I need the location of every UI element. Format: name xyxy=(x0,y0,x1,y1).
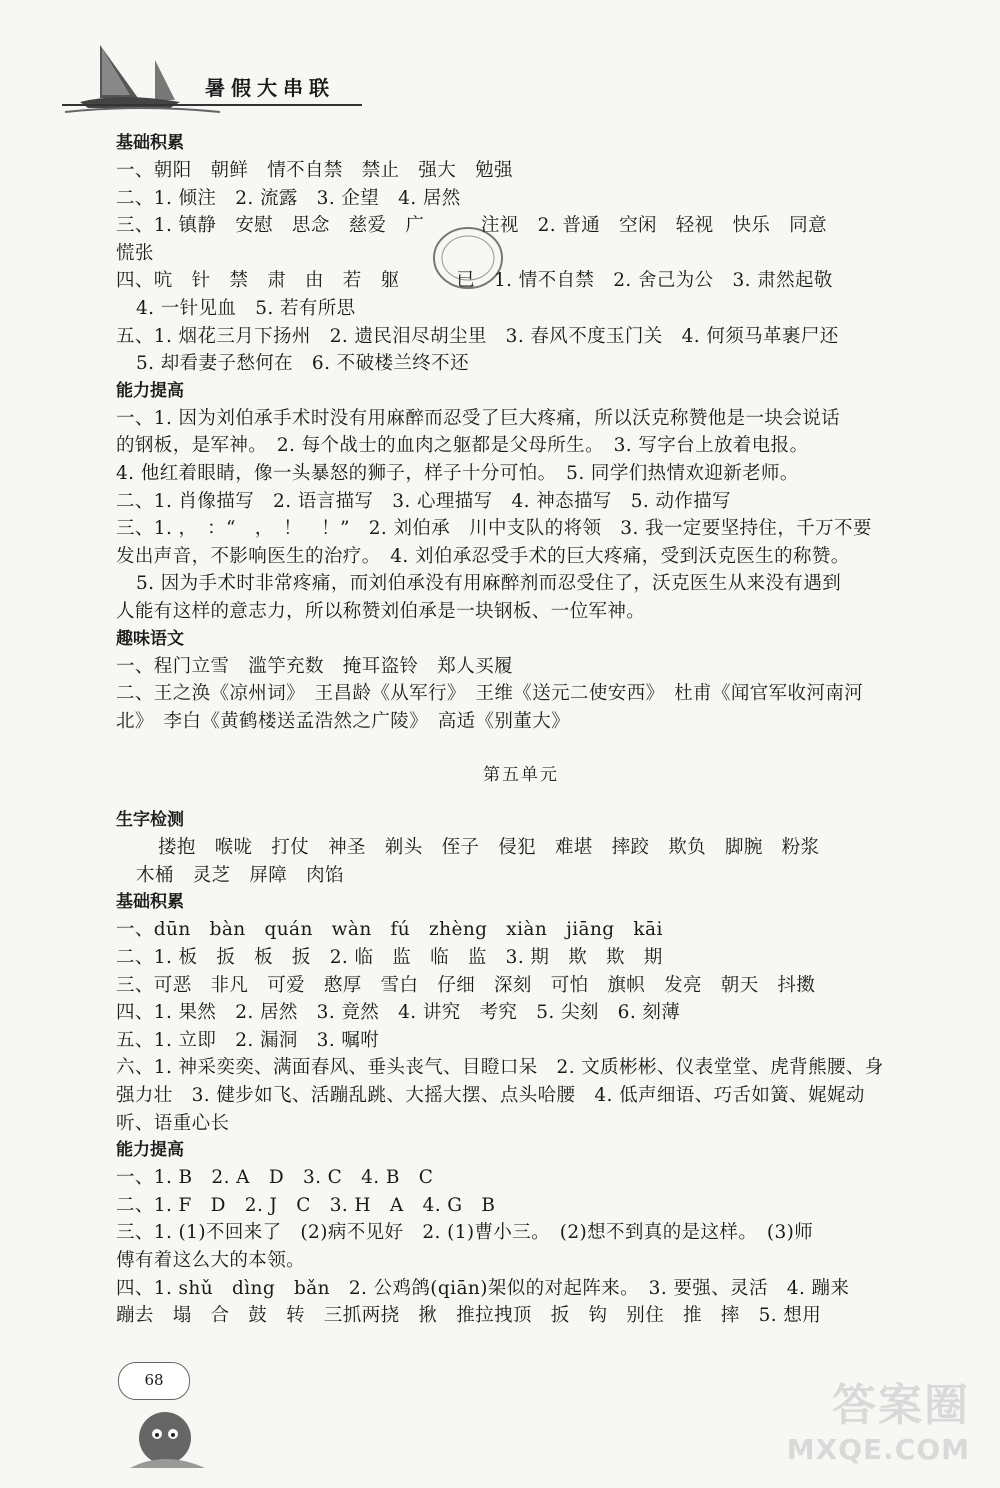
answer-line: 木桶 灵芝 屏障 肉馅 xyxy=(136,864,344,886)
answer-line: 一、程门立雪 滥竽充数 掩耳盗铃 郑人买履 xyxy=(116,655,513,677)
answer-line: 三、1. 镇静 安慰 思念 慈爱 广 注视 2. 普通 空闲 轻视 快乐 同意 xyxy=(116,215,827,237)
answer-line: 五、1. 烟花三月下扬州 2. 遗民泪尽胡尘里 3. 春风不度玉门关 4. 何须马革裹尸还 xyxy=(116,325,839,347)
watermark xyxy=(787,1369,970,1466)
section-heading: 趣味语文 xyxy=(116,628,184,649)
answer-line: 的钢板，是军神。 2. 每个战士的血肉之躯都是父母所生。 3. 写字台上放着电报。 xyxy=(116,435,809,457)
mascot-icon xyxy=(110,1390,220,1470)
section-heading: 基础积累 xyxy=(116,133,184,153)
answer-line: 慌张 xyxy=(116,242,154,264)
section-heading: 生字检测 xyxy=(116,810,184,831)
answer-line: 二、1. 肖像描写 2. 语言描写 3. 心理描写 4. 神态描写 5. 动作描写 xyxy=(116,490,732,512)
answer-line: 人能有这样的意志力，所以称赞刘伯承是一块钢板、一位军神。 xyxy=(116,600,646,622)
answer-line: 发出声音，不影响医生的治疗。 4. 刘伯承忍受手术的巨大疼痛，受到沃克医生的称赞。 xyxy=(116,545,850,567)
answer-line: 4. 一针见血 5. 若有所思 xyxy=(136,297,356,319)
answer-line: 北》 李白《黄鹤楼送孟浩然之广陵》 高适《别董大》 xyxy=(116,710,571,732)
answer-line: 六、1. 神采奕奕、满面春风、垂头丧气、目瞪口呆 2. 文质彬彬、仪表堂堂、虎背熊腰、身 xyxy=(116,1057,884,1079)
answer-line: 搂抱 喉咙 打仗 神圣 剃头 侄子 侵犯 难堪 摔跤 欺负 脚腕 粉浆 xyxy=(158,837,820,859)
answer-line: 五、1. 立即 2. 漏洞 3. 嘱咐 xyxy=(116,1029,380,1051)
answer-line: 三、1. ， ：“ ， ！ ！” 2. 刘伯承 川中支队的将领 3. 我一定要坚持住，千万不要 xyxy=(116,518,872,540)
answer-line: 蹦去 塌 合 鼓 转 三抓两挠 揪 推拉拽顶 扳 钩 别住 推 摔 5. 想用 xyxy=(116,1305,822,1327)
header-divider xyxy=(62,104,362,106)
answer-line: 一、1. 因为刘伯承手术时没有用麻醉而忍受了巨大疼痛，所以沃克称赞他是一块会说话 xyxy=(116,407,841,429)
answer-line: 三、1. (1)不回来了 (2)病不见好 2. (1)曹小三。 (2)想不到真的是这样。 (3)师 xyxy=(116,1222,814,1244)
answer-line: 一、dūn bàn quán wàn fú zhèng xiàn jiāng kāi xyxy=(116,919,663,941)
header-title: 暑假大串联 xyxy=(205,76,335,100)
answer-line: 四、1. shǔ dìng bǎn 2. 公鸡鸽(qiān)架似的对起阵来。 3. 要强、灵活 4. 蹦来 xyxy=(116,1277,850,1299)
answer-line: 二、1. 倾注 2. 流露 3. 企望 4. 居然 xyxy=(116,187,461,209)
section-heading: 能力提高 xyxy=(116,380,184,401)
answer-line: 四、1. 果然 2. 居然 3. 竟然 4. 讲究 考究 5. 尖刻 6. 刻薄 xyxy=(116,1002,681,1024)
answer-line: 四、吭 针 禁 肃 由 若 躯 已 1. 情不自禁 2. 舍己为公 3. 肃然起敬 xyxy=(116,270,833,292)
answer-content xyxy=(116,130,926,1330)
answer-line: 5. 因为手术时非常疼痛，而刘伯承没有用麻醉剂而忍受住了，沃克医生从来没有遇到 xyxy=(136,573,842,595)
answer-line: 一、朝阳 朝鲜 情不自禁 禁止 强大 勉强 xyxy=(116,160,513,181)
answer-line: 一、1. B 2. A D 3. C 4. B C xyxy=(116,1167,434,1189)
watermark-url: MXQE.COM xyxy=(786,1433,970,1466)
section-heading: 基础积累 xyxy=(116,892,184,913)
page-number: 68 xyxy=(118,1362,190,1400)
answer-line: 二、王之涣《凉州词》 王昌龄《从军行》 王维《送元二使安西》 杜甫《闻官军收河南河 xyxy=(116,683,864,705)
answer-line: 二、1. F D 2. J C 3. H A 4. G B xyxy=(116,1194,496,1216)
answer-line: 5. 却看妻子愁何在 6. 不破楼兰终不还 xyxy=(136,353,469,375)
answer-line: 听、语重心长 xyxy=(116,1112,230,1134)
unit-title: 第五单元 xyxy=(483,765,559,786)
watermark-text: 答案圈 xyxy=(832,1380,970,1431)
answer-line: 傅有着这么大的本领。 xyxy=(116,1250,306,1271)
answer-line: 强力壮 3. 健步如飞、活蹦乱跳、大摇大摆、点头哈腰 4. 低声细语、巧舌如簧、娓娓动 xyxy=(116,1085,865,1107)
answer-line: 4. 他红着眼睛，像一头暴怒的狮子，样子十分可怕。 5. 同学们热情欢迎新老师。 xyxy=(116,462,799,484)
section-heading: 能力提高 xyxy=(116,1140,184,1161)
answer-line: 三、可恶 非凡 可爱 憨厚 雪白 仔细 深刻 可怕 旗帜 发亮 朝天 抖擞 xyxy=(116,974,816,996)
answer-line: 二、1. 板 扳 板 扳 2. 临 监 临 监 3. 期 欺 欺 期 xyxy=(116,947,663,969)
